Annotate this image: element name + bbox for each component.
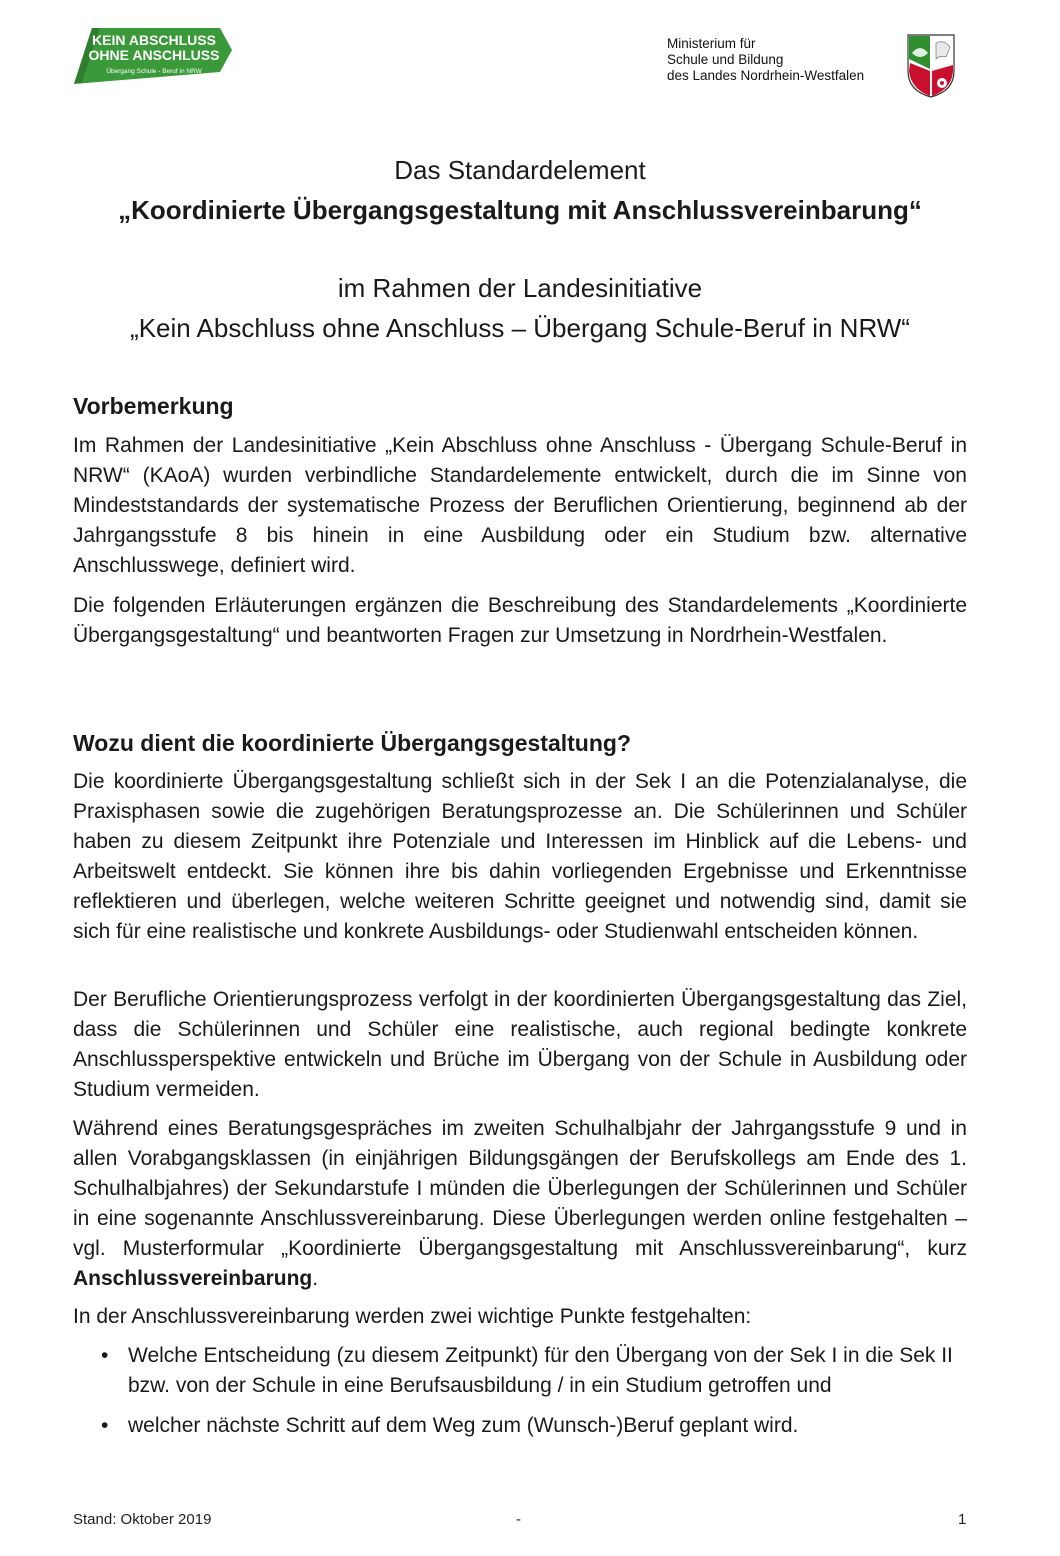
kaoa-logo-tagline: Übergang Schule - Beruf in NRW	[106, 68, 202, 75]
section2-paragraph1: Die koordinierte Übergangsgestaltung schließt sich in der Sek I an die Potenzialanalyse, die Praxisphasen sowie die zugehörigen Beratungsprozesse an. Die Schülerinnen und Schüler haben zu diesem Zeitpunkt ihre Potenziale und Interessen im Hinblick auf die Lebens- und Arbeitswelt entdeckt. Sie können ihre bis dahin vorliegenden Ergebnisse und Erkenntnisse reflektieren und überlegen, welche weiteren Schritte geeignet und notwendig sind, damit sie sich für eine realistische und konkrete Ausbildungs- oder Studienwahl entscheiden können.	[73, 770, 967, 943]
section-heading-wozu: Wozu dient die koordinierte Übergangsgestaltung?	[73, 730, 631, 756]
footer-date: Stand: Oktober 2019	[73, 1511, 212, 1528]
section-heading-vorbemerkung: Vorbemerkung	[73, 393, 234, 419]
footer-separator: -	[516, 1511, 521, 1528]
title-line2: „Koordinierte Übergangsgestaltung mit Anschlussvereinbarung“	[118, 195, 922, 225]
ministry-line2: Schule und Bildung	[667, 52, 784, 67]
section2-paragraph3	[73, 1114, 967, 1294]
title-line4: „Kein Abschluss ohne Anschluss – Übergang Schule-Beruf in NRW“	[130, 313, 910, 343]
page-number: 1	[958, 1511, 967, 1528]
section2-paragraph2: Der Berufliche Orientierungsprozess verfolgt in der koordinierten Übergangsgestaltung das Ziel, dass die Schülerinnen und Schüler eine realistische, auch regional bedingte konkrete Anschlussperspektive entwickeln und Brüche im Übergang von der Schule in Ausbildung oder Studium vermeiden.	[73, 988, 967, 1101]
ministry-line3: des Landes Nordrhein-Westfalen	[667, 68, 865, 83]
nrw-crest-icon	[906, 33, 956, 99]
kaoa-logo	[70, 26, 232, 88]
bullet-glyph: •	[101, 1414, 109, 1437]
list-item	[73, 1411, 967, 1441]
section2-paragraph3-end: .	[312, 1267, 319, 1290]
list-item-text: Welche Entscheidung (zu diesem Zeitpunkt) für den Übergang von der Sek I in die Sek II bzw. von der Schule in eine Berufsausbildung / in ein Studium getroffen und	[128, 1344, 953, 1397]
section1-paragraph2: Die folgenden Erläuterungen ergänzen die Beschreibung des Standardelements „Koordinierte Übergangsgestaltung“ und beantworten Fragen zur Umsetzung in Nordrhein-Westfalen.	[73, 594, 967, 647]
ministry-name	[667, 36, 864, 84]
list-item-text: welcher nächste Schritt auf dem Weg zum (Wunsch-)Beruf geplant wird.	[128, 1414, 799, 1437]
kaoa-logo-line1: KEIN ABSCHLUSS	[92, 32, 216, 48]
section2-paragraph4: In der Anschlussvereinbarung werden zwei wichtige Punkte festgehalten:	[73, 1305, 752, 1328]
ministry-line1: Ministerium für	[667, 36, 756, 51]
list-item	[73, 1341, 967, 1401]
section2-paragraph3-text: Während eines Beratungsgespräches im zweiten Schulhalbjahr der Jahrgangsstufe 9 und in allen Vorabgangsklassen (in einjährigen Bildungsgängen der Berufskollegs am Ende des 1. Schulhalbjahres) der Sekundarstufe I münden die Überlegungen der Schülerinnen und Schüler in eine sogenannte Anschlussvereinbarung. Diese Überlegungen werden online festgehalten – vgl. Musterformular „Koordinierte Übergangsgestaltung mit Anschlussvereinbarung“, kurz	[73, 1117, 967, 1260]
title-line1: Das Standardelement	[394, 155, 646, 185]
title-line3: im Rahmen der Landesinitiative	[337, 273, 703, 303]
bullet-glyph: •	[101, 1344, 109, 1367]
section1-paragraph1: Im Rahmen der Landesinitiative „Kein Abschluss ohne Anschluss - Übergang Schule-Beruf in NRW“ (KAoA) wurden verbindliche Standardelemente entwickelt, durch die im Sinne von Mindeststandards der systematische Prozess der Beruflichen Orientierung, beginnend ab der Jahrgangsstufe 8 bis hinein in eine Ausbildung oder ein Studium bzw. alternative Anschlusswege, definiert wird.	[73, 434, 967, 577]
kaoa-logo-line2: OHNE ANSCHLUSS	[88, 47, 220, 63]
section2-paragraph3-bold: Anschlussvereinbarung	[73, 1267, 313, 1290]
bullet-list	[73, 1341, 967, 1451]
